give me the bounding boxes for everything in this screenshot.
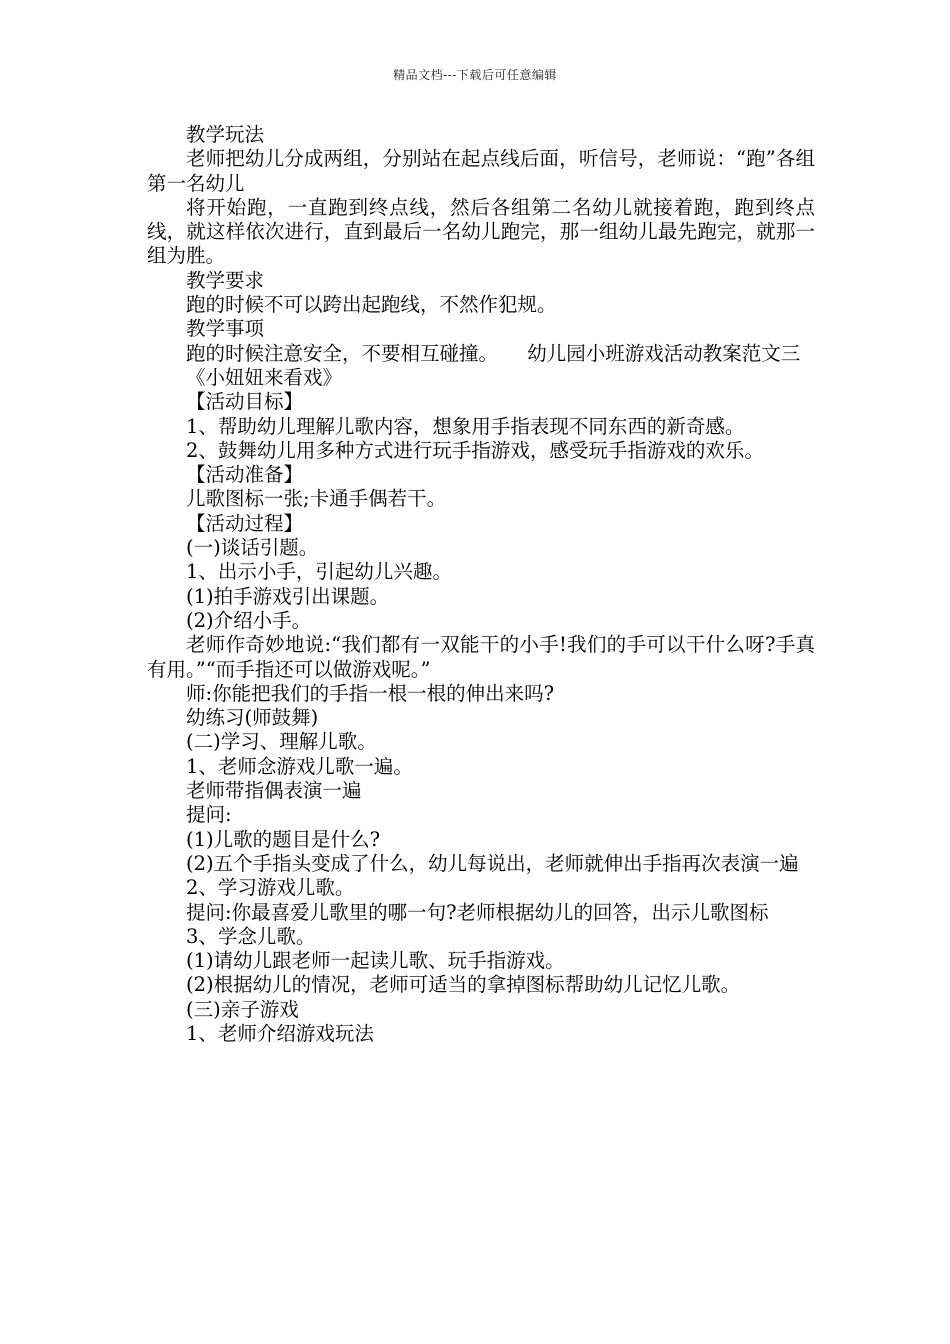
paragraph: 将开始跑，一直跑到终点线，然后各组第二名幼儿就接着跑，跑到终点线，就这样依次进行，直到最后一名幼儿跑完，那一组幼儿最先跑完，就那一组为胜。 [147,195,815,268]
paragraph: 1、帮助幼儿理解儿歌内容，想象用手指表现不同东西的新奇感。 [186,414,745,438]
paragraph: 2、鼓舞幼儿用多种方式进行玩手指游戏，感受玩手指游戏的欢乐。 [186,438,764,462]
paragraph: 老师作奇妙地说:“我们都有一双能干的小手!我们的手可以干什么呀?手真有用。”“而手指还可以做游戏呢。” [147,633,815,681]
document-body [147,123,815,1046]
paragraph: 教学事项 [186,317,265,341]
paragraph: (一)谈话引题。 [186,536,319,560]
paragraph: 儿歌图标一张;卡通手偶若干。 [186,487,447,511]
paragraph: 老师把幼儿分成两组，分别站在起点线后面，听信号，老师说：“跑”各组第一名幼儿 [147,147,815,195]
paragraph: (1)请幼儿跟老师一起读儿歌、玩手指游戏。 [186,949,565,973]
paragraph: 1、老师念游戏儿歌一遍。 [186,754,413,778]
paragraph: 【活动目标】 [186,390,304,414]
paragraph: 【活动过程】 [186,511,304,535]
paragraph: 提问: [186,803,232,827]
paragraph: 1、出示小手，引起幼儿兴趣。 [186,560,452,584]
paragraph: 老师带指偶表演一遍 [186,779,362,803]
paragraph: (二)学习、理解儿歌。 [186,730,377,754]
paragraph: (1)儿歌的题目是什么? [186,827,381,851]
paragraph: 跑的时候注意安全，不要相互碰撞。 幼儿园小班游戏活动教案范文三 [186,341,801,365]
page-header: 精品文档---下载后可任意编辑 [393,68,557,82]
paragraph: (2)根据幼儿的情况，老师可适当的拿掉图标帮助幼儿记忆儿歌。 [186,973,741,997]
paragraph: 教学玩法 [186,123,265,146]
paragraph: 教学要求 [186,268,265,292]
paragraph: 跑的时候不可以跨出起跑线，不然作犯规。 [186,293,557,317]
paragraph: 幼练习(师鼓舞) [186,706,319,730]
paragraph: 3、学念儿歌。 [186,924,316,948]
paragraph: 《小妞妞来看戏》 [186,365,343,389]
paragraph: 2、学习游戏儿歌。 [186,876,355,900]
paragraph: (1)拍手游戏引出课题。 [186,584,390,608]
paragraph: 【活动准备】 [186,463,304,487]
paragraph: 提问:你最喜爱儿歌里的哪一句?老师根据幼儿的回答，出示儿歌图标 [186,900,769,924]
paragraph: (2)介绍小手。 [186,608,312,632]
paragraph: (三)亲子游戏 [186,997,299,1021]
paragraph: 1、老师介绍游戏玩法 [186,1021,374,1045]
paragraph: (2)五个手指头变成了什么，幼儿每说出，老师就伸出手指再次表演一遍 [186,851,799,875]
paragraph: 师:你能把我们的手指一根一根的伸出来吗? [186,681,555,705]
